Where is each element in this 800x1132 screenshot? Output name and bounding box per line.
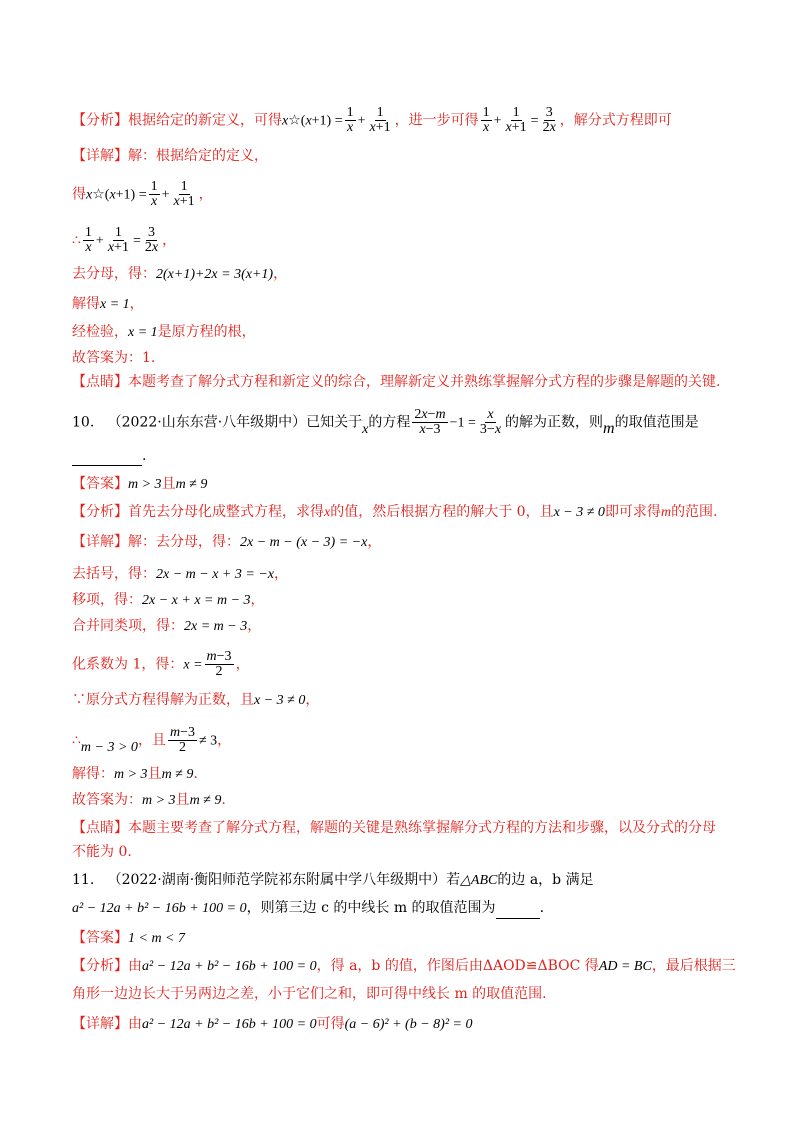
- q9-detail-line-1: [72, 146, 268, 166]
- q10-step1-label: 解：去分母，得：: [128, 534, 240, 550]
- q11-answer-line: [72, 928, 185, 949]
- q11-analysis-pre: 由: [128, 958, 142, 974]
- q10-var-x: x: [362, 421, 369, 437]
- q10-step5-math: x =: [183, 657, 203, 673]
- q10-step-1: 【详解】解：去分母，得：2x − m − (x − 3) = −x，: [72, 534, 382, 550]
- q11-analysis-post: ，得 a，b 的值，作图后由ΔAOD≌ΔBOC 得: [316, 958, 599, 974]
- q9-analysis-post: ，解分式方程即可: [559, 112, 672, 129]
- q9-analysis-mid: ，进一步可得: [394, 112, 479, 129]
- q10-comment-line-1: [72, 818, 716, 838]
- q10-text-1: 的方程: [368, 414, 411, 431]
- q9-detail-4-label: 去分母，得：: [72, 266, 156, 282]
- answer-tag: 【答案】: [72, 476, 128, 492]
- analysis-tag: 【分析】: [72, 112, 128, 129]
- q10-step3-math: 2x − x + x = m − 3: [142, 593, 251, 608]
- q10-comment-line-2: [72, 842, 132, 862]
- q10-analysis-line: [72, 502, 718, 523]
- analysis-tag: 【分析】: [72, 504, 128, 520]
- analysis-tag: 【分析】: [72, 958, 128, 974]
- q10-final-a: m > 3: [142, 793, 176, 808]
- q9-detail-line-3: ∴ $\frac{1}{x}$ + $\frac{1}{x+1}$ = $\frac{3}{2x}$ ，: [72, 225, 177, 255]
- q11-text-1: 的边 a，b 满足: [497, 872, 594, 888]
- q9-final-answer: 故答案为：1.: [72, 350, 156, 366]
- q10-solve-b: m ≠ 9: [161, 767, 194, 782]
- q10-analysis-var-m: m: [660, 505, 672, 520]
- q11-analysis-math: AD = BC: [598, 959, 652, 974]
- q11-source: （2022·湖南·衡阳师范学院祁东附属中学八年级期中）若: [107, 872, 461, 888]
- q10-step-4: 合并同类项，得：2x = m − 3，: [72, 618, 262, 634]
- q11-detail-line: [72, 1014, 472, 1035]
- answer-tag: 【答案】: [72, 930, 128, 946]
- q10-step6-pre: ∵原分式方程得解为正数，且: [72, 692, 254, 708]
- q9-detail-6-label: 经检验，: [72, 324, 128, 340]
- q11-answer-blank: [496, 904, 540, 919]
- q10-step6-math: x − 3 ≠ 0: [254, 693, 306, 708]
- q11-analysis-line-1: [72, 956, 736, 977]
- q11-analysis-line-2: [72, 984, 547, 1004]
- q10-step7-tail: ≠ 3: [198, 733, 218, 749]
- q11-analysis-tail: ，最后根据三: [651, 958, 736, 974]
- q10-solve-a: m > 3: [114, 767, 148, 782]
- q10-analysis-var-x: x: [324, 505, 331, 520]
- q11-detail-pre: 由: [128, 1016, 142, 1032]
- q9-detail-5-math: x = 1: [100, 297, 130, 312]
- q9-analysis-pre: 根据给定的新定义，可得: [128, 112, 282, 129]
- q10-answer-blank: [72, 451, 142, 466]
- q10-final-join: 且: [175, 792, 190, 808]
- q9-detail-5-label: 解得: [72, 296, 100, 312]
- q9-detail-line-2: 得x☆(x+1) = $\frac{1}{x}$ + $\frac{1}{x+1}$ ，: [72, 179, 213, 209]
- comment-tag: 【点睛】: [72, 820, 128, 836]
- q11-question-line-1: [72, 870, 594, 891]
- q9-detail-6-post: 是原方程的根，: [157, 324, 256, 340]
- q10-step-3: 移项，得：2x − x + x = m − 3，: [72, 592, 265, 608]
- q10-comment-1: 本题主要考查了解分式方程，解题的关键是熟练掌握解分式方程的方法和步骤，以及分式的分母: [128, 820, 716, 836]
- q10-step7-join: ，且: [137, 732, 166, 749]
- q9-detail-line-5: 解得x = 1，: [72, 296, 144, 312]
- q10-question-line-2: .: [72, 446, 146, 466]
- q10-step-7: ∴m − 3 > 0，且 $\frac{m-3}{2}$ ≠ 3，: [72, 725, 232, 755]
- q10-final-b: m ≠ 9: [189, 793, 222, 808]
- q9-analysis-line: 【分析】根据给定的新定义，可得x☆(x+1) = $\frac{1}{x}$ + $\frac{1}{x+1}$ ，进一步可得 $\frac{1}{x}$ + $\frac{1}{x+1}$ = $\frac{3}{2x}$ ，解分式方程即可: [72, 105, 672, 135]
- q10-step2-math: 2x − m − x + 3 = −x: [156, 567, 274, 582]
- q9-detail-line-7: [72, 348, 155, 368]
- q9-detail-2-pre: 得: [72, 186, 86, 203]
- q10-text-2: 的解为正数，则: [505, 414, 604, 431]
- q9-therefore: ∴: [72, 232, 81, 249]
- q9-detail-line-4: 去分母，得：2(x+1)+2x = 3(x+1)，: [72, 266, 288, 282]
- q10-step3-label: 移项，得：: [72, 592, 142, 608]
- q10-answer-join: 且: [161, 476, 176, 492]
- q10-step-2: 去括号，得：2x − m − x + 3 = −x，: [72, 566, 288, 582]
- detail-tag: 【详解】: [72, 534, 128, 550]
- q9-detail-4-math: 2(x+1)+2x = 3(x+1): [156, 267, 274, 282]
- q9-detail-6-math: x = 1: [128, 325, 158, 340]
- q10-step4-label: 合并同类项，得：: [72, 618, 184, 634]
- q10-question-line-1: 10. （2022·山东东营·八年级期中）已知关于x的方程 $\frac{2x-m}{x-3}$ −1 = $\frac{x}{3-x}$ 的解为正数，则m的取值范围是: [72, 407, 699, 437]
- q10-step5-label: 化系数为 1，得：: [72, 656, 184, 673]
- q9-detail-1: 解：根据给定的定义，: [128, 148, 268, 164]
- q10-analysis-4: 的范围.: [671, 504, 718, 520]
- q10-solve-label: 解得：: [72, 766, 114, 782]
- q10-source: （2022·山东东营·八年级期中）已知关于: [107, 414, 363, 431]
- q10-final-label: 故答案为：: [72, 792, 142, 808]
- q11-answer: 1 < m < 7: [128, 931, 186, 946]
- q9-detail-line-6: [72, 322, 256, 343]
- q11-analysis-2: 角形一边边长大于另两边之差，小于它们之和，即可得中线长 m 的取值范围.: [72, 986, 547, 1002]
- q10-number: 10.: [72, 414, 95, 431]
- q11-equation: a² − 12a + b² − 16b + 100 = 0: [72, 901, 247, 916]
- q10-step7-math: m − 3 > 0: [80, 739, 138, 755]
- q11-text-2: ，则第三边 c 的中线长 m 的取值范围为: [246, 900, 496, 916]
- q10-text-3: 的取值范围是: [614, 414, 699, 431]
- q10-comment-2: 不能为 0.: [72, 844, 132, 860]
- detail-tag: 【详解】: [72, 1016, 128, 1032]
- q11-detail-eq: a² − 12a + b² − 16b + 100 = 0: [142, 1017, 317, 1032]
- q10-analysis-1: 首先去分母化成整式方程，求得: [128, 504, 324, 520]
- q10-analysis-math: x − 3 ≠ 0: [553, 505, 605, 520]
- q10-step2-label: 去括号，得：: [72, 566, 156, 582]
- q10-analysis-3: 即可求得: [604, 504, 661, 520]
- detail-tag: 【详解】: [72, 148, 128, 164]
- comment-tag: 【点睛】: [72, 374, 128, 390]
- q10-answer-line: [72, 474, 207, 495]
- q10-step-5: 化系数为 1，得：x = $\frac{m-3}{2}$ ，: [72, 649, 250, 679]
- q10-step1-math: 2x − m − (x − 3) = −x: [240, 535, 368, 550]
- q10-solve-line: 解得：m > 3且m ≠ 9.: [72, 766, 198, 782]
- q10-final-line: 故答案为：m > 3且m ≠ 9.: [72, 792, 226, 808]
- q10-answer-a: m > 3: [128, 477, 162, 492]
- q11-number: 11.: [72, 872, 95, 888]
- q10-answer-b: m ≠ 9: [175, 477, 208, 492]
- q10-step7-therefore: ∴: [72, 732, 81, 749]
- q11-detail-mid: 可得: [316, 1016, 345, 1032]
- q10-var-m: m: [603, 419, 615, 437]
- q11-analysis-eq: a² − 12a + b² − 16b + 100 = 0: [142, 959, 317, 974]
- q9-comment-line: [72, 372, 720, 392]
- q9-comment: 本题考查了解分式方程和新定义的综合，理解新定义并熟练掌握解分式方程的步骤是解题的关键.: [128, 374, 721, 390]
- q11-detail-math: (a − 6)² + (b − 8)² = 0: [344, 1017, 473, 1032]
- q11-triangle: △ABC: [460, 873, 498, 888]
- q11-question-line-2: a² − 12a + b² − 16b + 100 = 0，则第三边 c 的中线长 m 的取值范围为 .: [72, 898, 544, 919]
- q10-analysis-2: 的值，然后根据方程的解大于 0，且: [330, 504, 554, 520]
- q10-step4-math: 2x = m − 3: [184, 619, 248, 634]
- q10-step-6: ∵原分式方程得解为正数，且x − 3 ≠ 0，: [72, 692, 320, 708]
- q10-solve-join: 且: [147, 766, 162, 782]
